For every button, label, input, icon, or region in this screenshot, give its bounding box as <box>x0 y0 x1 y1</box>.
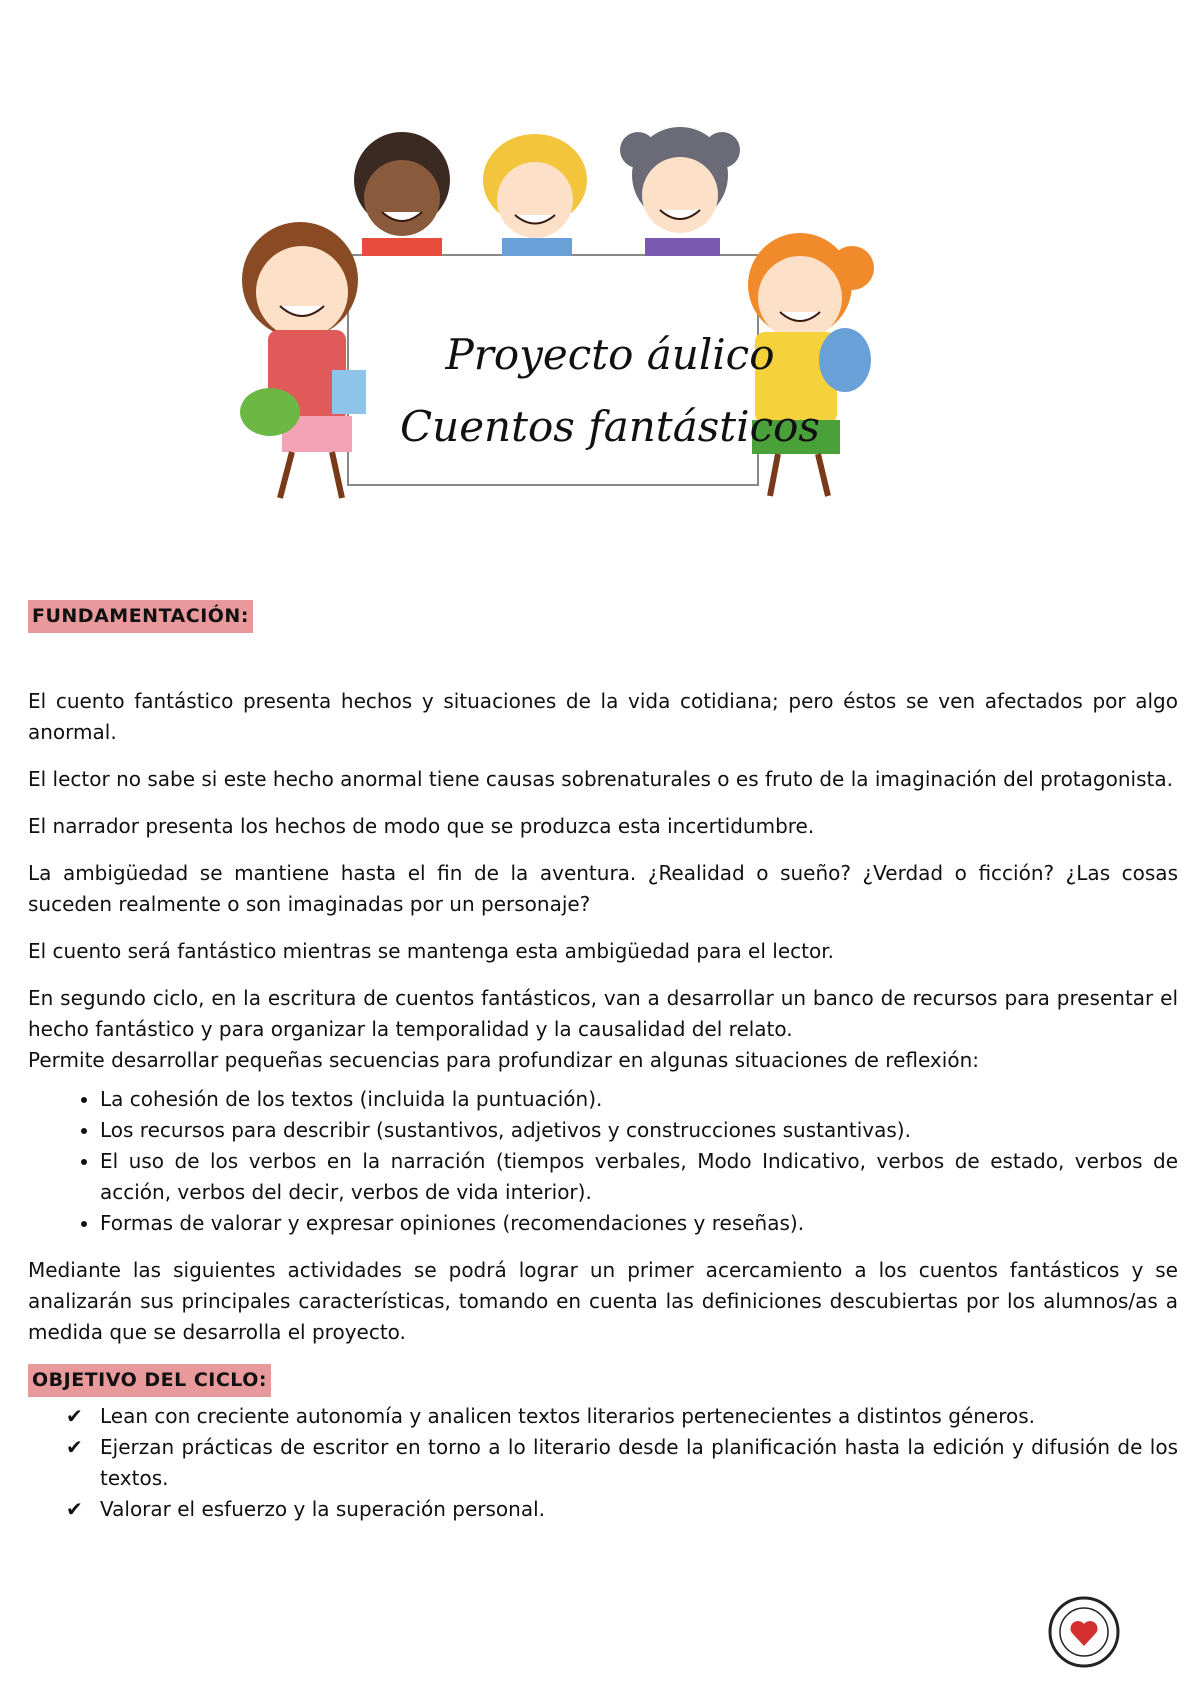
objetivo-item-text: Valorar el esfuerzo y la superación personal. <box>100 1497 545 1521</box>
list-item <box>66 1401 1178 1432</box>
objetivo-heading: OBJETIVO DEL CICLO: <box>28 1364 271 1397</box>
objetivo-item-text: Lean con creciente autonomía y analicen textos literarios pertenecientes a distintos géneros. <box>100 1404 1035 1428</box>
paragraph-3: El narrador presenta los hechos de modo que se produzca esta incertidumbre. <box>28 814 815 838</box>
check-icon: ✔ <box>66 1497 83 1521</box>
paragraph-7: Permite desarrollar pequeñas secuencias para profundizar en algunas situaciones de reflexión: <box>28 1048 979 1072</box>
list-item: • La cohesión de los textos (incluida la puntuación). <box>100 1084 1178 1115</box>
list-item: • Los recursos para describir (sustantivos, adjetivos y construcciones sustantivas). <box>100 1115 1178 1146</box>
heart-icon <box>1048 1596 1120 1668</box>
paragraph-1: El cuento fantástico presenta hechos y situaciones de la vida cotidiana; pero éstos se ven afectados por algo anormal. <box>28 689 1178 744</box>
objetivo-item-text: Ejerzan prácticas de escritor en torno a lo literario desde la planificación hasta la edición y difusión de los textos. <box>100 1435 1178 1490</box>
fundamentacion-body <box>28 686 1178 1541</box>
paragraph-2: El lector no sabe si este hecho anormal tiene causas sobrenaturales o es fruto de la imaginación del protagonista. <box>28 767 1173 791</box>
check-icon: ✔ <box>66 1404 83 1428</box>
paragraph-5: El cuento será fantástico mientras se mantenga esta ambigüedad para el lector. <box>28 939 834 963</box>
fundamentacion-heading: FUNDAMENTACIÓN: <box>28 600 253 633</box>
list-item: • El uso de los verbos en la narración (tiempos verbales, Modo Indicativo, verbos de estado, verbos de acción, verbos del decir, verbos de vida interior). <box>100 1146 1178 1208</box>
check-icon: ✔ <box>66 1435 83 1459</box>
list-item <box>66 1432 1178 1494</box>
objetivo-list <box>28 1401 1178 1525</box>
banner-title-line2: Cuentos fantásticos <box>400 402 820 451</box>
heart-stamp-logo <box>1048 1596 1120 1668</box>
paragraph-4: La ambigüedad se mantiene hasta el fin de la aventura. ¿Realidad o sueño? ¿Verdad o ficción? ¿Las cosas suceden realmente o son imaginadas por un personaje? <box>28 861 1178 916</box>
list-item: • Formas de valorar y expresar opiniones (recomendaciones y reseñas). <box>100 1208 1178 1239</box>
list-item <box>66 1494 1178 1525</box>
banner-title-line1: Proyecto áulico <box>445 330 775 379</box>
reflection-list <box>28 1084 1178 1239</box>
paragraph-8: Mediante las siguientes actividades se podrá lograr un primer acercamiento a los cuentos fantásticos y se analizarán sus principales características, tomando en cuenta las definiciones descubiertas por los alumnos/as a medida que se desarrolla el proyecto. <box>28 1258 1178 1344</box>
paragraph-6: En segundo ciclo, en la escritura de cuentos fantásticos, van a desarrollar un banco de recursos para presentar el hecho fantástico y para organizar la temporalidad y la causalidad del relato. <box>28 986 1178 1041</box>
banner-illustration <box>240 120 980 560</box>
objetivo-section <box>28 1364 1178 1525</box>
